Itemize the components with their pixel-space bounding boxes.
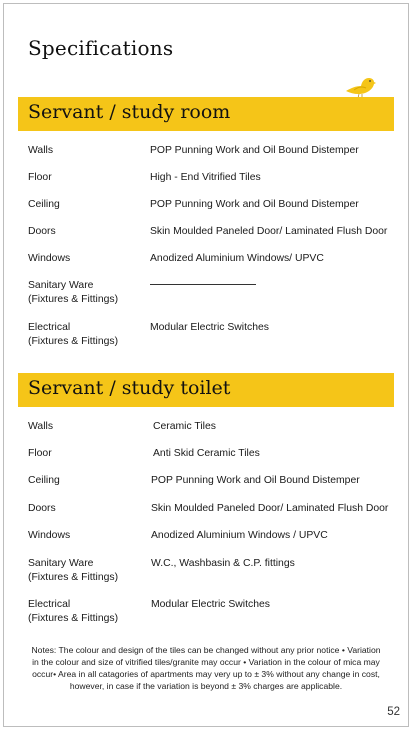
page-title: Specifications [28,36,174,60]
spec-value: POP Punning Work and Oil Bound Distemper [150,145,359,156]
spec-value: POP Punning Work and Oil Bound Distemper [151,475,360,486]
spec-label: Walls [28,145,54,156]
spec-value: POP Punning Work and Oil Bound Distemper [150,199,359,210]
spec-value: Modular Electric Switches [150,322,269,333]
spec-label: Ceiling [28,475,60,486]
spec-value: Modular Electric Switches [151,599,270,610]
spec-value: Anti Skid Ceramic Tiles [153,448,260,459]
spec-label: Windows [28,253,71,264]
spec-value: Skin Moulded Paneled Door/ Laminated Flush Door [150,226,388,237]
spec-label: Doors [28,503,56,514]
spec-label: Walls [28,421,54,432]
spec-value: W.C., Washbasin & C.P. fittings [151,558,295,569]
spec-value: High - End Vitrified Tiles [150,172,261,183]
spec-value: Anodized Aluminium Windows/ UPVC [150,253,324,264]
spec-label: Windows [28,530,71,541]
notes-text: Notes: The colour and design of the tiles can be changed without any prior notice • Variation in the colour and size of vitrified tiles/granite may occur • Variation in the colour of mica may occur• Area in all catagories of apartments may very up to ± 3% without any change in cost, however, in case if the variation is beyond ± 3% charges are applicable. [31,645,381,691]
section-title: Servant / study room [28,101,231,123]
spec-label: Sanitary Ware (Fixtures & Fittings) [28,558,119,583]
spec-label: Doors [28,226,56,237]
section-band-servant-toilet [18,373,394,407]
spec-label: Floor [28,172,52,183]
spec-label: Electrical (Fixtures & Fittings) [28,599,119,624]
spec-value: Anodized Aluminium Windows / UPVC [151,530,328,541]
spec-label: Electrical (Fixtures & Fittings) [28,322,119,347]
blank-value-line [150,284,256,285]
section-title: Servant / study toilet [28,377,231,399]
page-number: 52 [387,706,400,718]
spec-label: Ceiling [28,199,60,210]
spec-label: Sanitary Ware (Fixtures & Fittings) [28,280,119,305]
spec-value: Skin Moulded Paneled Door/ Laminated Flush Door [151,503,389,514]
spec-value: Ceramic Tiles [153,421,216,432]
section-band-servant-room [18,97,394,131]
spec-label: Floor [28,448,52,459]
